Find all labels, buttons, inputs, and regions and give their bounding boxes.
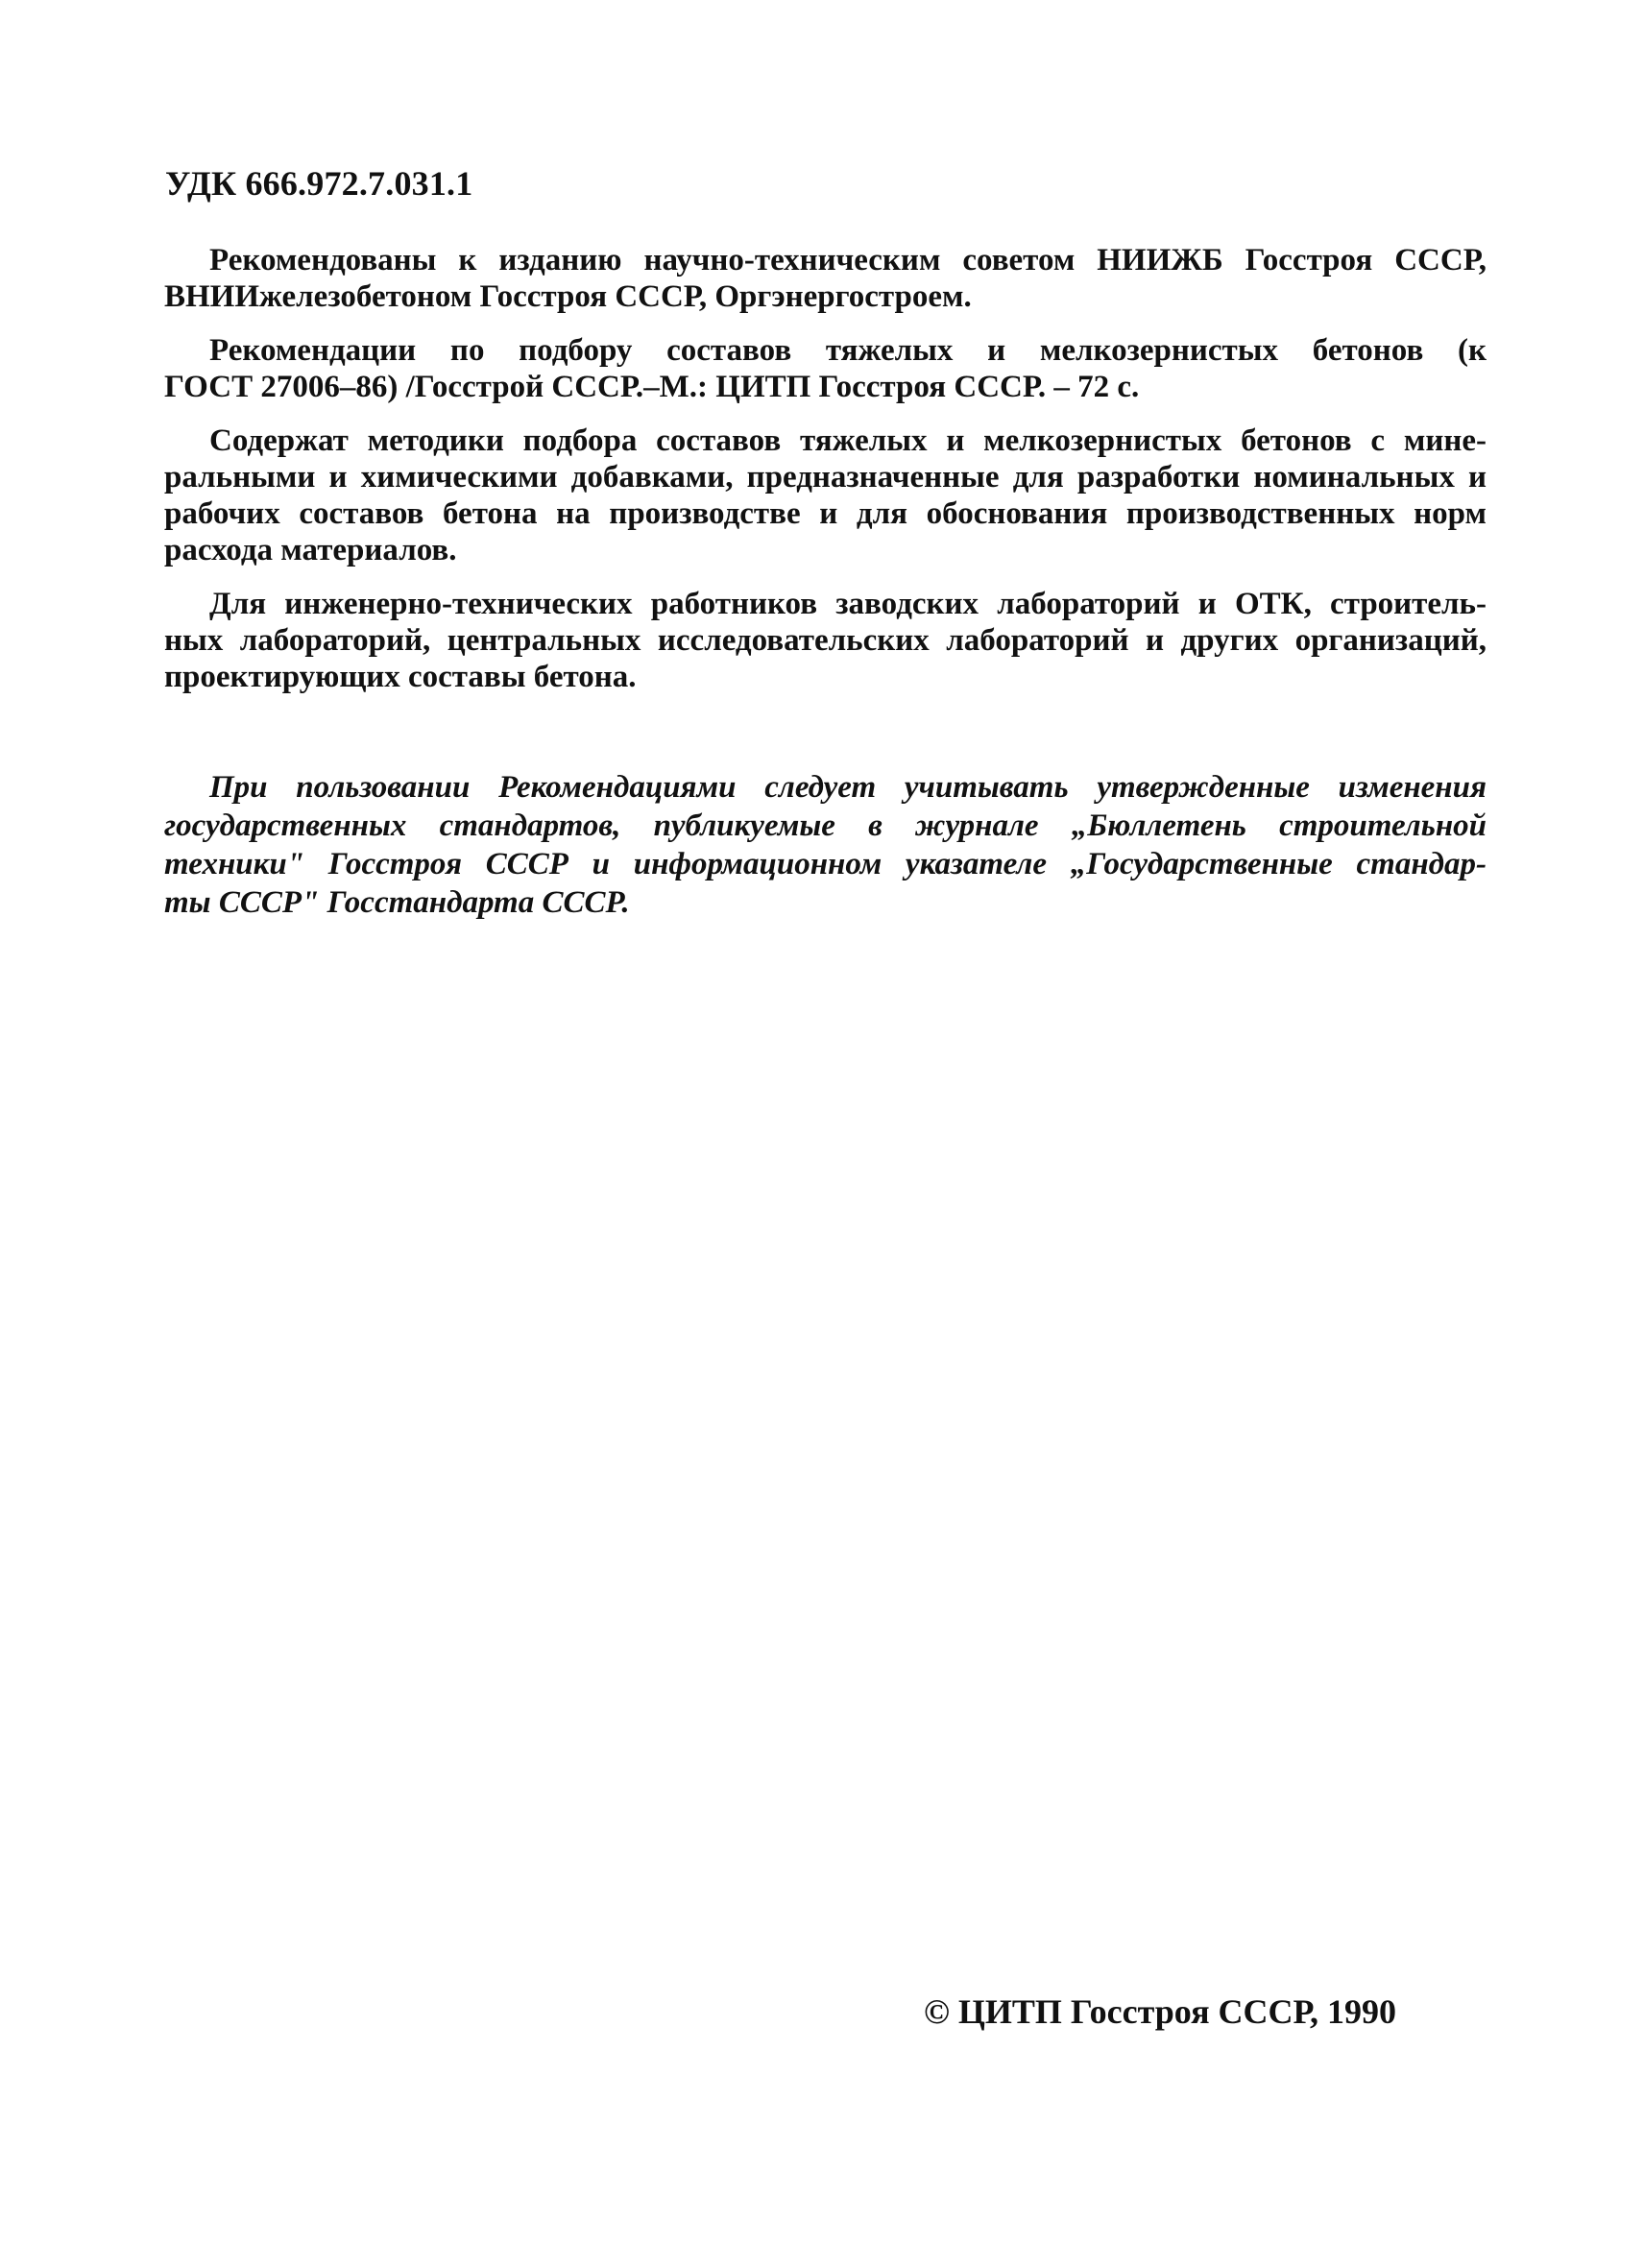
paragraph-line: Рекомендованы к изданию научно-техническим советом НИИЖБ Госстроя СССР, [209,243,1487,277]
contents-paragraph [164,422,1487,568]
note-line: техники" Госстроя СССР и информационном указателе „Государственные стандар- [164,847,1487,881]
usage-note [164,768,1487,922]
recommendation-paragraph [164,242,1487,315]
paragraph-line: расхода материалов. [164,533,457,567]
udk-code: УДК 666.972.7.031.1 [165,164,473,203]
audience-paragraph [164,586,1487,695]
paragraph-line: Для инженерно-технических работников заводских лабораторий и ОТК, строитель- [209,587,1487,621]
paragraph-line: ГОСТ 27006–86) /Госстрой СССР.–М.: ЦИТП Госстроя СССР. – 72 с. [164,370,1140,404]
paragraph-line: Рекомендации по подбору составов тяжелых и мелкозернистых бетонов (к [209,333,1487,368]
annotation-block [164,242,1487,712]
paragraph-line: ных лабораторий, центральных исследовательских лабораторий и других организаций, [164,623,1487,658]
paragraph-line: рабочих составов бетона на производстве и для обоснования производственных норм [164,496,1487,531]
paragraph-line: проектирующих составы бетона. [164,660,637,694]
note-line: государственных стандартов, публикуемые в журнале „Бюллетень строительной [164,808,1487,843]
paragraph-line: ВНИИжелезобетоном Госстроя СССР, Оргэнергостроем. [164,279,972,314]
copyright-notice: © ЦИТП Госстроя СССР, 1990 [924,1992,1397,2031]
note-line: ты СССР" Госстандарта СССР. [164,885,630,920]
bibliographic-paragraph [164,332,1487,405]
note-line: При пользовании Рекомендациями следует учитывать утвержденные изменения [209,770,1487,805]
paragraph-line: Содержат методики подбора составов тяжелых и мелкозернистых бетонов с мине- [209,423,1487,458]
paragraph-line: ральными и химическими добавками, предназначенные для разработки номинальных и [164,460,1487,495]
